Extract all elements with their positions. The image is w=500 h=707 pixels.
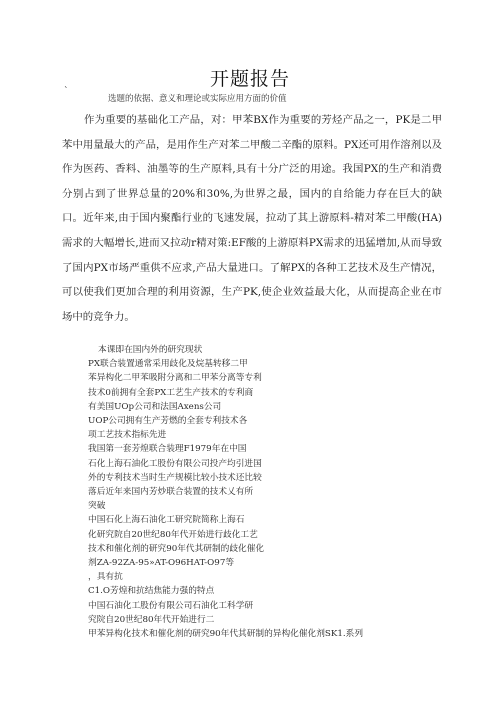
- research-line: 落后近年来国内芳炒联合装置的技术乂有所: [88, 487, 254, 498]
- intro-body: [62, 108, 442, 329]
- research-line: 技术0前拥有全套PX工艺生产技术的专利商: [88, 387, 254, 398]
- research-line: 突破: [88, 501, 106, 512]
- research-line: 技术和催化剂的研究90年代其研制的歧化催化: [88, 543, 265, 554]
- research-line: 甲苯异构化技术和催化剂的研究90年代其研制的异构化催化剂SK1.系列: [88, 629, 364, 640]
- research-line: UOP公司拥有生产芳燃的全套专利技术各: [88, 416, 248, 427]
- research-line: 本课即在国内外的研究现状: [98, 345, 203, 355]
- research-line: 剂ZA-92ZA-95»AT-O96HAT-O97等: [88, 558, 235, 569]
- research-line: 苯异构化二甲苯吸附分离和二甲苯分离等专利: [88, 373, 262, 384]
- research-line: 我国第一套芳煌联合装理F1979年在中国: [88, 444, 247, 455]
- research-line: 中国石油化工股份有限公司石油化工科学研: [88, 600, 254, 611]
- research-line: 中国石化上海石油化工研究院简称上海石: [88, 515, 245, 526]
- research-line: 究院自20世纪80年代开始进行二: [88, 614, 215, 625]
- research-line: 化研究院自20世纪80年代开始进行歧化工艺: [88, 529, 258, 540]
- research-line: 项工艺技术指标先进: [88, 430, 167, 441]
- section-heading: 选题的依据、意义和理论或实际应用方面的价值: [108, 94, 287, 104]
- research-line: ，具有抗: [88, 572, 123, 583]
- intro-paragraph: 作为重要的基础化工产品，对：甲苯BX作为重要的芳烃产品之一，PK是二甲苯中用量最大的产品，是用作生产对苯二甲酸二辛酯的原料。PX还可用作溶剂以及作为医药、香料、油墨等的生产原料,具有十分广泛的用途。我国PX的生产和消费分别占到了世界总量的20%和30%,为世界之最，国内的自给能力存在巨大的缺口。近年来,由于国内聚酯行业的飞速发展，拉动了其上游原料-精对苯二甲酸(HA)需求的大幅增长,进而又拉动r精对策:EF酸的上游原料PX需求的迅猛增加,从而导致了国内PX市场严重供不应求,产品大量进口。了解PX的各种工艺技术及生产情况，可以使我们更加合理的利用资源，生产PK,使企业效益最大化，从而提高企业在市场中的竞争力。: [62, 114, 442, 323]
- research-line: C1.O芳煌和抗结焦能力强的特点: [88, 586, 215, 597]
- list-marker: `: [64, 87, 69, 97]
- research-line: 有美国UOp公司和法国Axens公司: [88, 401, 222, 412]
- research-status-section: [88, 343, 398, 641]
- research-line: 外的专利技术当时生产规模比较小技术还比较: [88, 472, 262, 483]
- research-line: PX联合装置通常采用歧化及烷基转移二甲: [88, 359, 248, 370]
- research-line: 石化上海石油化工股份有限公司投产均引进国: [88, 458, 262, 469]
- page-title: 开题报告: [209, 68, 290, 90]
